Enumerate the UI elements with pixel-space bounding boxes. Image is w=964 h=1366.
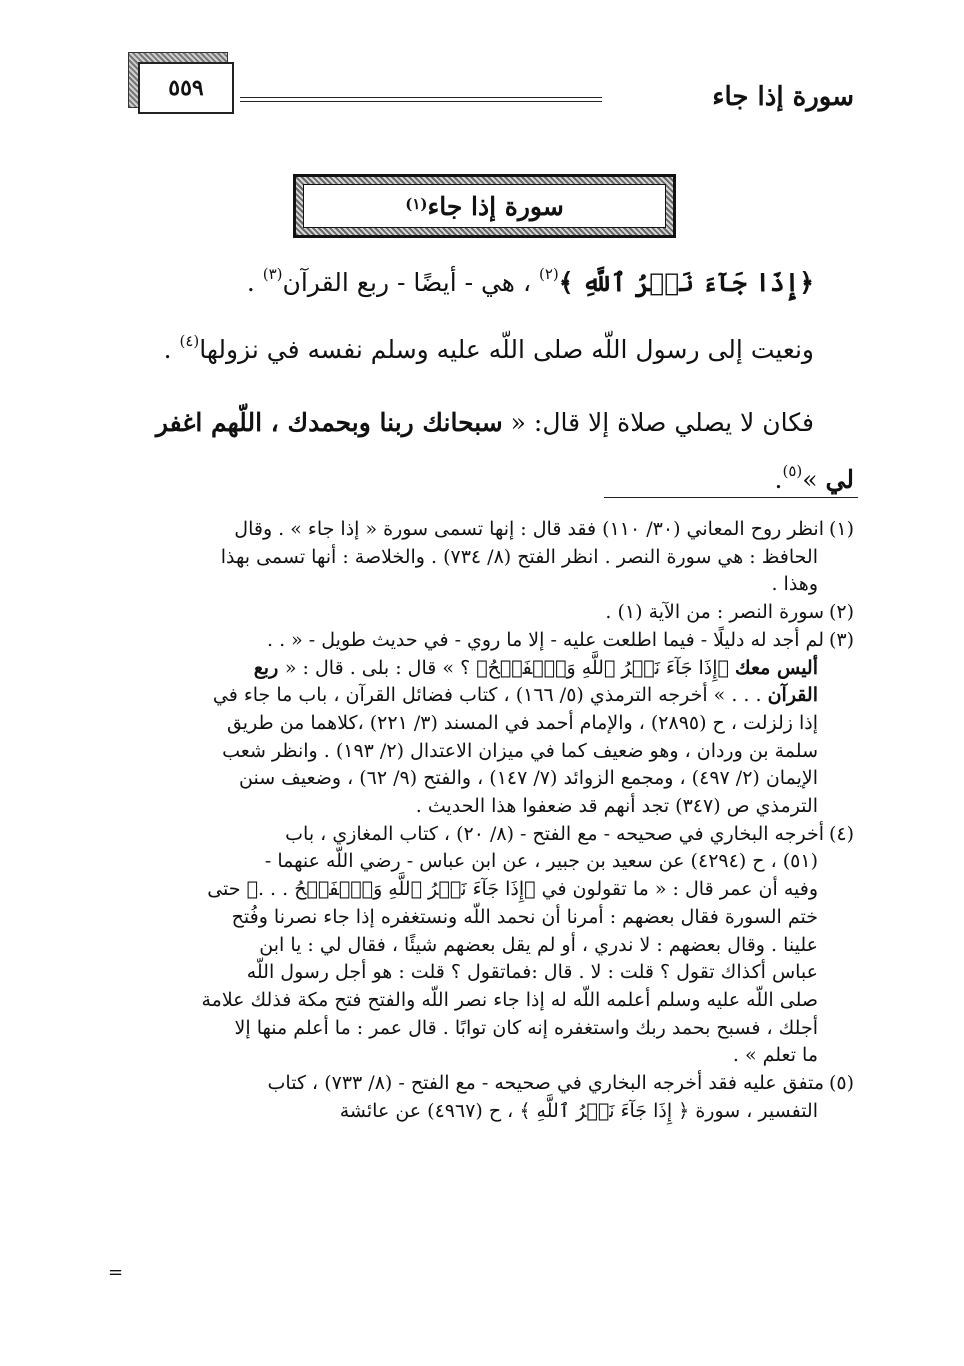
footnote-number: (٥) xyxy=(828,1072,854,1095)
footnote-line: الحافظ : هي سورة النصر . انظر الفتح (٨/ ٧٣٤) . والخلاصة : أنها تسمى بهذا xyxy=(220,545,818,568)
footnote-number: (٢) xyxy=(828,601,854,624)
paragraph-end: . xyxy=(246,268,263,297)
page-number: ٥٥٩ xyxy=(138,62,234,114)
surah-title-frame xyxy=(293,174,676,238)
paragraph-end: . xyxy=(163,335,180,364)
footnote-1 xyxy=(110,516,854,599)
footnote-5 xyxy=(110,1070,854,1125)
footnote-line: عباس أكذاك تقول ؟ قلت : لا . قال :فماتقول ؟ قلت : هو أجل رسول اللّه xyxy=(246,961,818,984)
quran-verse: ﴿إِذَا جَآءَ نَصۡرُ ٱللَّهِ ﴾ xyxy=(558,268,814,297)
paragraph-text: ونعيت إلى رسول اللّه صلى اللّه عليه وسلم نفسه في نزولها xyxy=(199,335,814,364)
footnote-line: الترمذي ص (٣٤٧) تجد أنهم قد ضعفوا هذا الحديث . xyxy=(415,795,818,818)
footnote-number: (٤) xyxy=(828,822,854,845)
footnote-ref: (٤) xyxy=(179,332,200,351)
footnote-line xyxy=(110,599,854,627)
footnote-text: متفق عليه فقد أخرجه البخاري في صحيحه - مع الفتح - (٨/ ٧٣٣) ، كتاب xyxy=(267,1072,824,1095)
footnotes xyxy=(110,516,854,1125)
footnote-line: ختم السورة فقال بعضهم : أمرنا أن نحمد اللّه ونستغفره إذا جاء نصرنا وفُتح xyxy=(231,905,818,928)
footnote-text: سورة النصر : من الآية (١) . xyxy=(605,601,824,624)
footnote-line xyxy=(110,821,854,849)
footnote-bold: أليس معك xyxy=(735,656,818,679)
footnote-line xyxy=(110,682,854,710)
header-rule xyxy=(240,97,602,102)
footnote-text: حتى xyxy=(207,878,247,901)
footnote-line: سلمة بن وردان ، وهو ضعيف كما في ميزان الاعتدال (٢/ ١٩٣) . وانظر شعب xyxy=(222,739,818,762)
footnote-line: علينا . وقال بعضهم : لا ندري ، أو لم يقل بعضهم شيئًا ، فقال لي : يا ابن xyxy=(259,933,818,956)
paragraph-3-line-2 xyxy=(110,462,854,494)
paragraph-3-line-1 xyxy=(110,408,854,437)
footnote-number: (٣) xyxy=(828,628,854,651)
continuation-mark: = xyxy=(108,1262,124,1283)
footnote-ref: (٢) xyxy=(538,265,559,284)
quran-verse: ﴿إِذَا جَآءَ نَصۡرُ ٱللَّهِ وَٱلۡفَتۡحُ﴾ xyxy=(470,656,735,679)
footnote-line xyxy=(110,876,854,904)
footnote-3 xyxy=(110,627,854,821)
paragraph-1 xyxy=(110,265,814,297)
footnote-ref: (٣) xyxy=(262,265,283,284)
footnote-bold: ربع xyxy=(253,656,285,679)
footnote-text: لم أجد له دليلًا - فيما اطلعت عليه - إلا ما روي - في حديث طويل - « . . xyxy=(266,628,824,651)
paragraph-end: . xyxy=(774,465,783,494)
footnote-ref: (٥) xyxy=(782,462,803,481)
footnote-text: ، ح (٤٩٦٧) عن عائشة xyxy=(339,1099,520,1122)
footnote-text: ؟ » قال : بلى . قال : « xyxy=(284,656,471,679)
page-number-box xyxy=(128,52,236,116)
quran-verse: ﴿إِذَا جَآءَ نَصۡرُ ٱللَّهِ وَٱلۡفَتۡحُ . . .﴾ xyxy=(246,878,536,901)
paragraph-text: فكان لا يصلي صلاة إلا قال: « xyxy=(502,408,814,437)
footnote-line xyxy=(110,627,854,655)
footnote-number: (١) xyxy=(828,518,854,540)
footnote-text: وفيه أن عمر قال : « ما تقولون في xyxy=(535,878,818,901)
footnote-bold: القرآن xyxy=(767,684,818,707)
paragraph-2 xyxy=(110,332,814,364)
footnote-4 xyxy=(110,821,854,1070)
footnote-2 xyxy=(110,599,854,627)
supplication-text: سبحانك ربنا وبحمدك ، اللّهم اغفر xyxy=(155,408,503,437)
quran-verse: ﴿ إِذَا جَآءَ نَصۡرُ ٱللَّهِ ﴾ xyxy=(519,1099,690,1122)
footnote-line xyxy=(110,655,854,683)
footnote-separator xyxy=(604,497,858,498)
surah-title: سورة إذا جاء $^{(١)}$ xyxy=(303,184,666,228)
paragraph-text: ، هي - أيضًا - ربع القرآن xyxy=(282,268,539,297)
footnote-line: صلى اللّه عليه وسلم أعلمه اللّه له إذا جاء نصر اللّه والفتح فتح مكة فذلك علامة xyxy=(201,988,818,1011)
footnote-line: إذا زلزلت ، ح (٢٨٩٥) ، والإمام أحمد في المسند (٣/ ٢٢١) ،كلاهما من طريق xyxy=(226,711,818,734)
supplication-text: لي xyxy=(825,465,854,494)
footnote-line: وهذا . xyxy=(771,573,818,596)
footnote-line: الإيمان (٢/ ٤٩٧) ، ومجمع الزوائد (٧/ ١٤٧) ، والفتح (٩/ ٦٢) ، وضعيف سنن xyxy=(239,767,818,790)
footnote-line: أجلك ، فسبح بحمد ربك واستغفره إنه كان توابًا . قال عمر : ما أعلم منها إلا xyxy=(234,1016,818,1039)
footnote-line xyxy=(110,1098,854,1126)
footnote-text: . . . » أخرجه الترمذي (٥/ ١٦٦) ، كتاب فضائل القرآن ، باب ما جاء في xyxy=(212,684,768,707)
footnote-line: (٥١) ، ح (٤٢٩٤) عن سعيد بن جبير ، عن ابن عباس - رضي اللّه عنهما - xyxy=(264,850,818,873)
running-title: سورة إذا جاء xyxy=(712,82,854,112)
footnote-line xyxy=(110,1070,854,1098)
footnote-text: انظر روح المعاني (٣٠/ ١١٠) فقد قال : إنها تسمى سورة « إذا جاء » . وقال xyxy=(234,518,824,540)
surah-title-text: سورة إذا جاء xyxy=(427,191,564,221)
footnote-text: التفسير ، سورة xyxy=(689,1099,818,1122)
footnote-line xyxy=(110,516,854,544)
quote-close: » xyxy=(802,465,826,494)
footnote-text: أخرجه البخاري في صحيحه - مع الفتح - (٨/ ٢٠) ، كتاب المغازي ، باب xyxy=(285,822,824,845)
footnote-line: ما تعلم » . xyxy=(732,1044,818,1067)
